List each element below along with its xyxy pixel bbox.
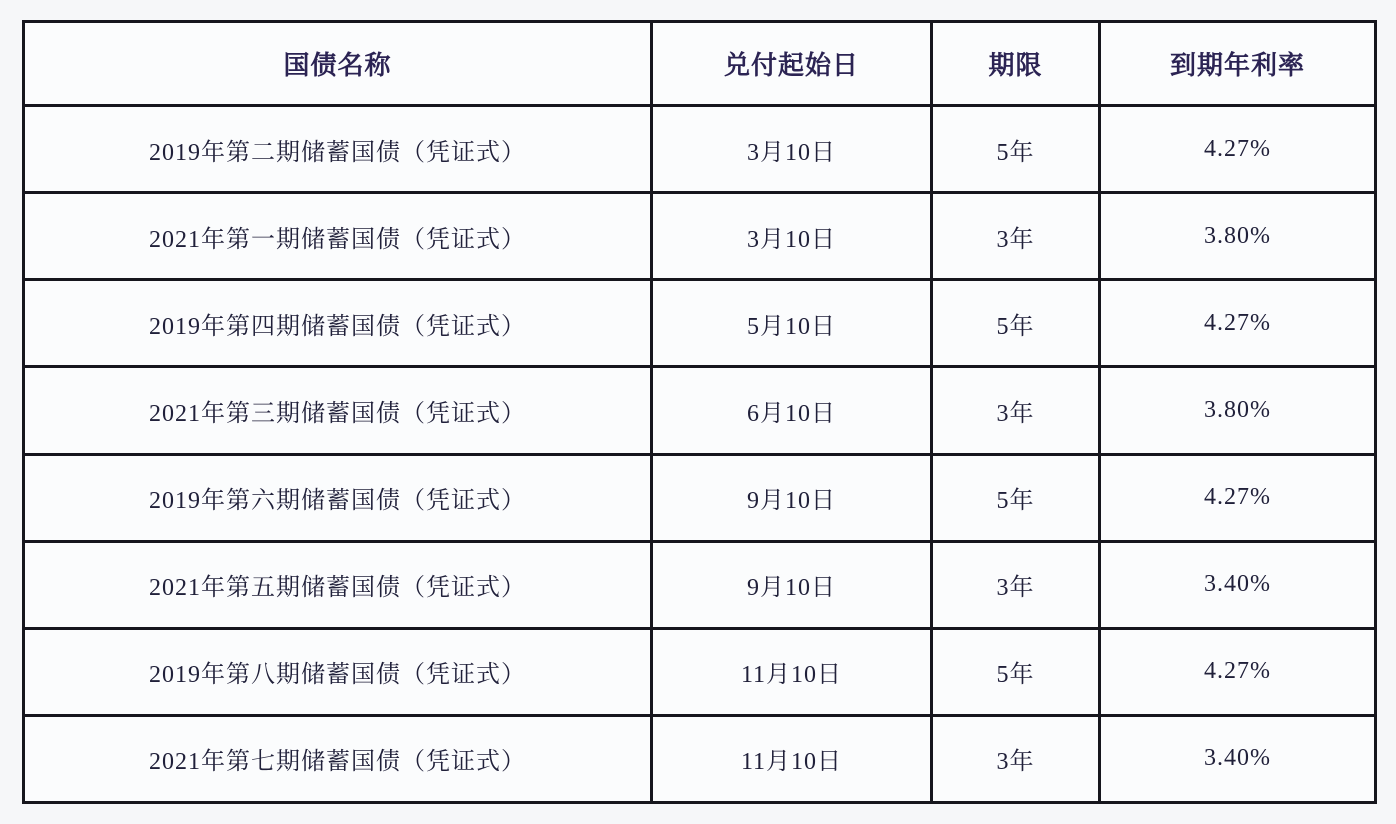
rate-cell: 4.27%	[1100, 106, 1376, 193]
redemption-date-cell: 3月10日	[652, 106, 932, 193]
column-header-redemption-start-date: 兑付起始日	[652, 22, 932, 106]
column-header-term: 期限	[932, 22, 1100, 106]
term-cell: 5年	[932, 628, 1100, 715]
term-cell: 5年	[932, 106, 1100, 193]
term-cell: 3年	[932, 541, 1100, 628]
redemption-date-cell: 9月10日	[652, 541, 932, 628]
term-cell: 5年	[932, 454, 1100, 541]
term-cell: 3年	[932, 193, 1100, 280]
table-row	[24, 193, 1376, 280]
term-cell: 3年	[932, 715, 1100, 802]
bond-name-cell: 2021年第三期储蓄国债（凭证式）	[24, 367, 652, 454]
table-row	[24, 106, 1376, 193]
rate-cell: 3.40%	[1100, 541, 1376, 628]
redemption-date-cell: 3月10日	[652, 193, 932, 280]
table-row	[24, 454, 1376, 541]
savings-bond-table	[22, 20, 1377, 804]
term-cell: 5年	[932, 280, 1100, 367]
bond-name-cell: 2021年第一期储蓄国债（凭证式）	[24, 193, 652, 280]
table-row	[24, 280, 1376, 367]
redemption-date-cell: 6月10日	[652, 367, 932, 454]
rate-cell: 4.27%	[1100, 280, 1376, 367]
table-row	[24, 541, 1376, 628]
bond-name-cell: 2021年第五期储蓄国债（凭证式）	[24, 541, 652, 628]
table-row	[24, 715, 1376, 802]
rate-cell: 3.80%	[1100, 193, 1376, 280]
bond-name-cell: 2021年第七期储蓄国债（凭证式）	[24, 715, 652, 802]
redemption-date-cell: 11月10日	[652, 715, 932, 802]
column-header-maturity-annual-rate: 到期年利率	[1100, 22, 1376, 106]
bond-name-cell: 2019年第八期储蓄国债（凭证式）	[24, 628, 652, 715]
redemption-date-cell: 9月10日	[652, 454, 932, 541]
redemption-date-cell: 5月10日	[652, 280, 932, 367]
bond-name-cell: 2019年第四期储蓄国债（凭证式）	[24, 280, 652, 367]
bond-name-cell: 2019年第六期储蓄国债（凭证式）	[24, 454, 652, 541]
column-header-bond-name: 国债名称	[24, 22, 652, 106]
table-row	[24, 628, 1376, 715]
header-row	[24, 22, 1376, 106]
rate-cell: 4.27%	[1100, 454, 1376, 541]
rate-cell: 3.40%	[1100, 715, 1376, 802]
term-cell: 3年	[932, 367, 1100, 454]
table-row	[24, 367, 1376, 454]
bond-name-cell: 2019年第二期储蓄国债（凭证式）	[24, 106, 652, 193]
redemption-date-cell: 11月10日	[652, 628, 932, 715]
rate-cell: 3.80%	[1100, 367, 1376, 454]
rate-cell: 4.27%	[1100, 628, 1376, 715]
